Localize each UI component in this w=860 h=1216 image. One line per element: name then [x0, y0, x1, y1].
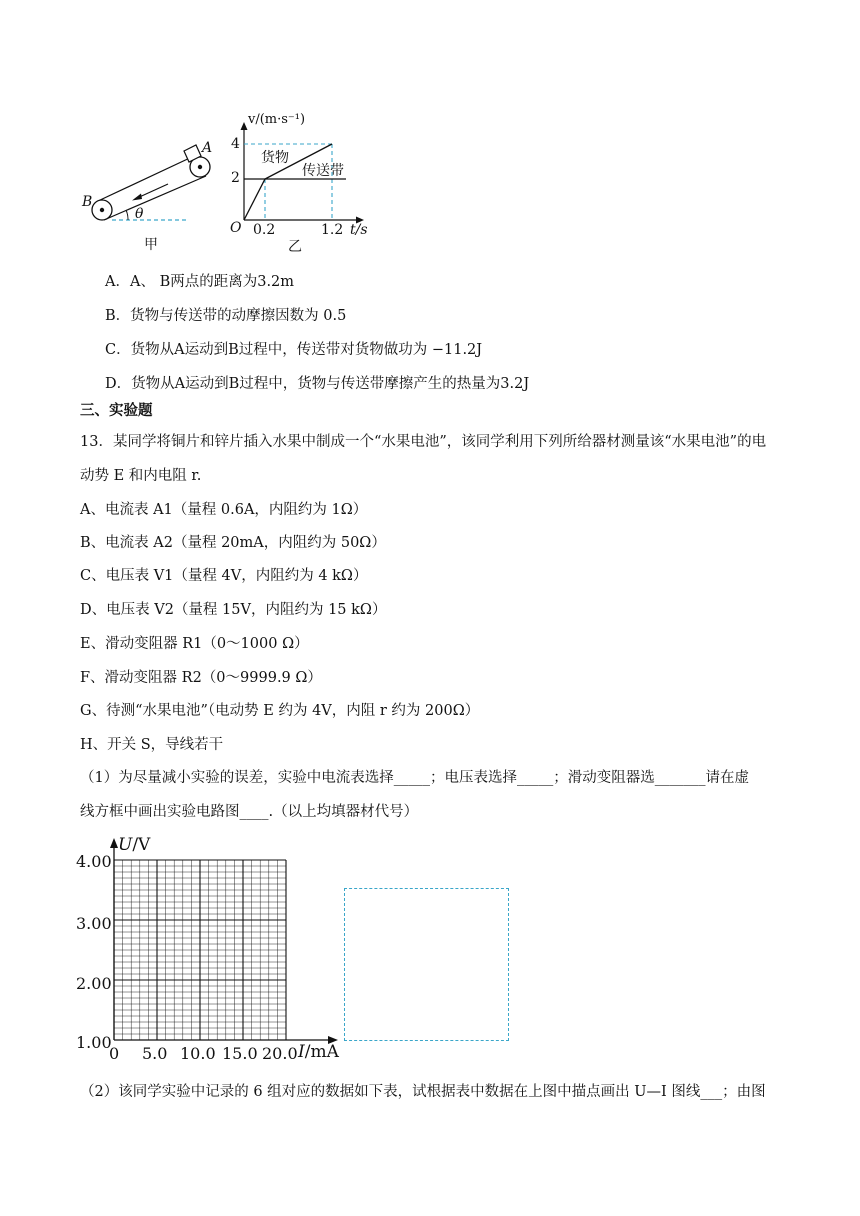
figure-yi	[228, 112, 398, 254]
i-tick-10: 10.0	[180, 1044, 216, 1063]
equipment-item: C、电压表 V1（量程 4V，内阻约为 4 kΩ）	[80, 568, 368, 584]
equipment-item: F、滑动变阻器 R2（0～9999.9 Ω）	[80, 670, 322, 686]
series-belt-label: 传送带	[302, 163, 344, 179]
u-tick-3: 3.00	[76, 914, 112, 933]
x-tick-0-2: 0.2	[253, 222, 276, 238]
option-text: 货物从A运动到B过程中，传送带对货物做功为 −11.2J	[130, 342, 483, 358]
origin-label: O	[230, 220, 242, 236]
ui-grid	[76, 834, 346, 1064]
equipment-item: B、电流表 A2（量程 20mA，内阻约为 50Ω）	[80, 535, 386, 551]
option-c[interactable]	[105, 338, 482, 359]
i-axis-label: I/mA	[298, 1042, 339, 1062]
figure-jia-caption: 甲	[144, 237, 158, 253]
option-letter: D．	[105, 376, 132, 392]
equipment-item: G、待测“水果电池”（电动势 E 约为 4V，内阻 r 约为 200Ω）	[80, 703, 480, 719]
u-tick-1: 1.00	[76, 1033, 112, 1052]
option-a[interactable]	[105, 270, 294, 291]
option-text: 货物从A运动到B过程中，货物与传送带摩擦产生的热量为3.2J	[131, 376, 530, 392]
series-goods-label: 货物	[261, 150, 289, 166]
equipment-item: A、电流表 A1（量程 0.6A，内阻约为 1Ω）	[80, 502, 368, 518]
equipment-item: E、滑动变阻器 R1（0～1000 Ω）	[80, 636, 309, 652]
i-tick-5: 5.0	[142, 1044, 168, 1063]
y-axis-label: v/(m·s⁻¹)	[248, 112, 306, 127]
option-text: A、 B两点的距离为3.2m	[129, 274, 295, 290]
x-axis-label: t/s	[350, 222, 368, 238]
section-title: 三、实验题	[80, 403, 153, 419]
equipment-item: H、开关 S，导线若干	[80, 737, 224, 753]
i-tick-20: 20.0	[262, 1044, 298, 1063]
y-tick-4: 4	[231, 136, 240, 152]
point-a-label: A	[202, 140, 213, 156]
i-tick-15: 15.0	[222, 1044, 258, 1063]
x-tick-1-2: 1.2	[321, 222, 344, 238]
angle-label: θ	[135, 206, 144, 222]
question-line-1: 13．某同学将铜片和锌片插入水果中制成一个“水果电池”，该同学利用下列所给器材测量该“水果电池”的电	[80, 434, 767, 450]
option-letter: C．	[105, 342, 131, 358]
y-tick-2: 2	[231, 170, 240, 186]
u-axis-arrow	[110, 838, 118, 848]
part2-line-1: （2）该同学实验中记录的 6 组对应的数据如下表，试根据表中数据在上图中描点画出 U—I 图线___；由图	[80, 1084, 766, 1100]
option-letter: B．	[105, 308, 131, 324]
part1-line-2: 线方框中画出实验电路图____.（以上均填器材代号）	[80, 804, 419, 820]
point-b-label: B	[82, 194, 93, 210]
u-axis-label: U/V	[118, 835, 151, 855]
option-text: 货物与传送带的动摩擦因数为 0.5	[130, 308, 347, 324]
option-d[interactable]	[105, 372, 529, 393]
option-letter: A．	[105, 274, 130, 290]
part1-line-1: （1）为尽量减小实验的误差，实验中电流表选择_____；电压表选择_____；滑动变阻器选_______请在虚	[80, 770, 749, 786]
circuit-diagram-box[interactable]	[344, 888, 509, 1041]
u-tick-2: 2.00	[76, 974, 112, 993]
figure-jia	[80, 130, 230, 260]
equipment-item: D、电压表 V2（量程 15V，内阻约为 15 kΩ）	[80, 602, 387, 618]
ui-grid-chart	[76, 834, 346, 1064]
u-tick-4: 4.00	[76, 852, 112, 871]
figure-yi-caption: 乙	[288, 239, 302, 255]
question-line-2: 动势 E 和内电阻 r.	[80, 468, 202, 484]
i-tick-0: 0	[109, 1044, 120, 1063]
option-b[interactable]	[105, 304, 346, 325]
